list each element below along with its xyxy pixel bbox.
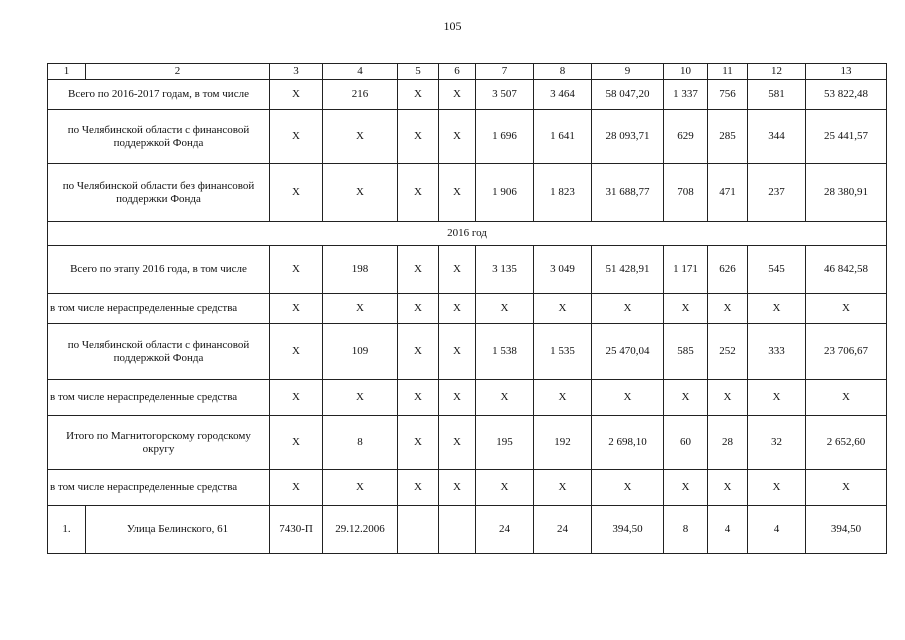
- table-cell: 708: [664, 164, 708, 222]
- table-cell: Х: [439, 80, 476, 110]
- table-cell: 7430-П: [270, 506, 323, 554]
- table-cell: Х: [476, 380, 534, 416]
- table-cell: 3 464: [534, 80, 592, 110]
- table-cell: Х: [664, 470, 708, 506]
- column-number: 7: [476, 64, 534, 80]
- table-cell: Х: [398, 246, 439, 294]
- table-row: [48, 80, 887, 110]
- table-row: [48, 294, 887, 324]
- table-cell: Х: [398, 470, 439, 506]
- table-cell: 237: [748, 164, 806, 222]
- table-cell: 394,50: [592, 506, 664, 554]
- table-cell: Х: [398, 380, 439, 416]
- table-cell: 1 171: [664, 246, 708, 294]
- table-cell: 333: [748, 324, 806, 380]
- table-cell: Х: [323, 164, 398, 222]
- table-cell: 2 652,60: [806, 416, 887, 470]
- table-cell: 28 380,91: [806, 164, 887, 222]
- table-cell: 2 698,10: [592, 416, 664, 470]
- table-cell: Х: [398, 294, 439, 324]
- row-label: Улица Белинского, 61: [86, 506, 270, 554]
- table-row: [48, 110, 887, 164]
- column-number: 4: [323, 64, 398, 80]
- table-cell: 24: [476, 506, 534, 554]
- table-cell: [398, 506, 439, 554]
- table-cell: Х: [270, 294, 323, 324]
- row-label: Всего по 2016-2017 годам, в том числе: [48, 80, 270, 110]
- column-number: 10: [664, 64, 708, 80]
- table-cell: 8: [323, 416, 398, 470]
- column-number: 11: [708, 64, 748, 80]
- table-cell: 1 538: [476, 324, 534, 380]
- table-cell: 3 507: [476, 80, 534, 110]
- table-cell: 25 441,57: [806, 110, 887, 164]
- row-label: в том числе нераспределенные средства: [48, 470, 270, 506]
- table-cell: Х: [398, 324, 439, 380]
- table-cell: Х: [664, 294, 708, 324]
- table-cell: Х: [398, 80, 439, 110]
- table-cell: 471: [708, 164, 748, 222]
- table-cell: Х: [398, 416, 439, 470]
- table-cell: Х: [270, 80, 323, 110]
- table-cell: 25 470,04: [592, 324, 664, 380]
- column-number: 2: [86, 64, 270, 80]
- table-cell: 1 823: [534, 164, 592, 222]
- table-cell: 32: [748, 416, 806, 470]
- row-label: по Челябинской области с финансовой поддержкой Фонда: [48, 324, 270, 380]
- table-cell: 581: [748, 80, 806, 110]
- table-cell: 285: [708, 110, 748, 164]
- section-row: [48, 222, 887, 246]
- table-cell: 252: [708, 324, 748, 380]
- table-cell: 23 706,67: [806, 324, 887, 380]
- table-cell: Х: [270, 110, 323, 164]
- table-cell: Х: [708, 470, 748, 506]
- table-cell: Х: [439, 380, 476, 416]
- table-cell: Х: [323, 470, 398, 506]
- table-row: [48, 416, 887, 470]
- table-cell: Х: [534, 470, 592, 506]
- column-number-row: [48, 64, 887, 80]
- row-label: в том числе нераспределенные средства: [48, 294, 270, 324]
- table-cell: Х: [748, 294, 806, 324]
- table-cell: 4: [708, 506, 748, 554]
- page-number: 105: [443, 19, 462, 33]
- table-cell: 3 049: [534, 246, 592, 294]
- table-cell: 344: [748, 110, 806, 164]
- table-cell: Х: [806, 294, 887, 324]
- table-cell: Х: [534, 294, 592, 324]
- table-cell: 60: [664, 416, 708, 470]
- section-title: 2016 год: [48, 222, 887, 246]
- table-cell: Х: [534, 380, 592, 416]
- table-cell: 626: [708, 246, 748, 294]
- row-label: в том числе нераспределенные средства: [48, 380, 270, 416]
- table-cell: Х: [439, 164, 476, 222]
- housing-program-table: [47, 63, 887, 554]
- table-body: [48, 64, 887, 554]
- table-cell: Х: [592, 470, 664, 506]
- table-cell: 545: [748, 246, 806, 294]
- table-cell: Х: [708, 294, 748, 324]
- table-row: [48, 470, 887, 506]
- table-cell: Х: [270, 164, 323, 222]
- table-cell: Х: [748, 470, 806, 506]
- column-number: 6: [439, 64, 476, 80]
- table-cell: Х: [592, 380, 664, 416]
- table-cell: 28: [708, 416, 748, 470]
- table-cell: Х: [270, 246, 323, 294]
- table-cell: 3 135: [476, 246, 534, 294]
- table-cell: 756: [708, 80, 748, 110]
- table-cell: Х: [323, 380, 398, 416]
- table-cell: 585: [664, 324, 708, 380]
- table-cell: 394,50: [806, 506, 887, 554]
- table-cell: 216: [323, 80, 398, 110]
- table-cell: Х: [270, 470, 323, 506]
- table-cell: [439, 506, 476, 554]
- column-number: 8: [534, 64, 592, 80]
- table-cell: Х: [323, 294, 398, 324]
- row-label: по Челябинской области с финансовой поддержкой Фонда: [48, 110, 270, 164]
- column-number: 5: [398, 64, 439, 80]
- table-cell: Х: [664, 380, 708, 416]
- table-cell: Х: [398, 110, 439, 164]
- row-label: Итого по Магнитогорскому городскому округу: [48, 416, 270, 470]
- table-cell: Х: [439, 246, 476, 294]
- table-cell: Х: [806, 470, 887, 506]
- table-cell: 192: [534, 416, 592, 470]
- row-label: по Челябинской области без финансовой поддержки Фонда: [48, 164, 270, 222]
- table-cell: Х: [476, 470, 534, 506]
- table-cell: Х: [323, 110, 398, 164]
- table-cell: 24: [534, 506, 592, 554]
- column-number: 9: [592, 64, 664, 80]
- table-row: [48, 246, 887, 294]
- table-row: [48, 164, 887, 222]
- table-cell: 28 093,71: [592, 110, 664, 164]
- table-cell: Х: [439, 110, 476, 164]
- column-number: 1: [48, 64, 86, 80]
- table-cell: 46 842,58: [806, 246, 887, 294]
- table-cell: Х: [708, 380, 748, 416]
- row-label: Всего по этапу 2016 года, в том числе: [48, 246, 270, 294]
- table-cell: 1 535: [534, 324, 592, 380]
- table-cell: 195: [476, 416, 534, 470]
- table-cell: 29.12.2006: [323, 506, 398, 554]
- table-cell: Х: [806, 380, 887, 416]
- table-cell: 58 047,20: [592, 80, 664, 110]
- table-cell: Х: [439, 324, 476, 380]
- column-number: 13: [806, 64, 887, 80]
- table-cell: 1 906: [476, 164, 534, 222]
- table-cell: Х: [748, 380, 806, 416]
- table-cell: 31 688,77: [592, 164, 664, 222]
- table-cell: Х: [592, 294, 664, 324]
- table-cell: Х: [476, 294, 534, 324]
- table-cell: 1 337: [664, 80, 708, 110]
- table-cell: 8: [664, 506, 708, 554]
- table-cell: Х: [270, 416, 323, 470]
- column-number: 12: [748, 64, 806, 80]
- table-cell: Х: [439, 470, 476, 506]
- table-cell: 198: [323, 246, 398, 294]
- item-number: 1.: [48, 506, 86, 554]
- table-cell: 629: [664, 110, 708, 164]
- table-cell: Х: [439, 416, 476, 470]
- table-cell: 1 696: [476, 110, 534, 164]
- table-row: [48, 506, 887, 554]
- table-cell: Х: [439, 294, 476, 324]
- table-cell: Х: [270, 324, 323, 380]
- table-row: [48, 380, 887, 416]
- table-row: [48, 324, 887, 380]
- table-cell: 51 428,91: [592, 246, 664, 294]
- table-cell: 4: [748, 506, 806, 554]
- table-cell: 109: [323, 324, 398, 380]
- table-cell: 53 822,48: [806, 80, 887, 110]
- table-cell: Х: [398, 164, 439, 222]
- table-cell: 1 641: [534, 110, 592, 164]
- table-cell: Х: [270, 380, 323, 416]
- column-number: 3: [270, 64, 323, 80]
